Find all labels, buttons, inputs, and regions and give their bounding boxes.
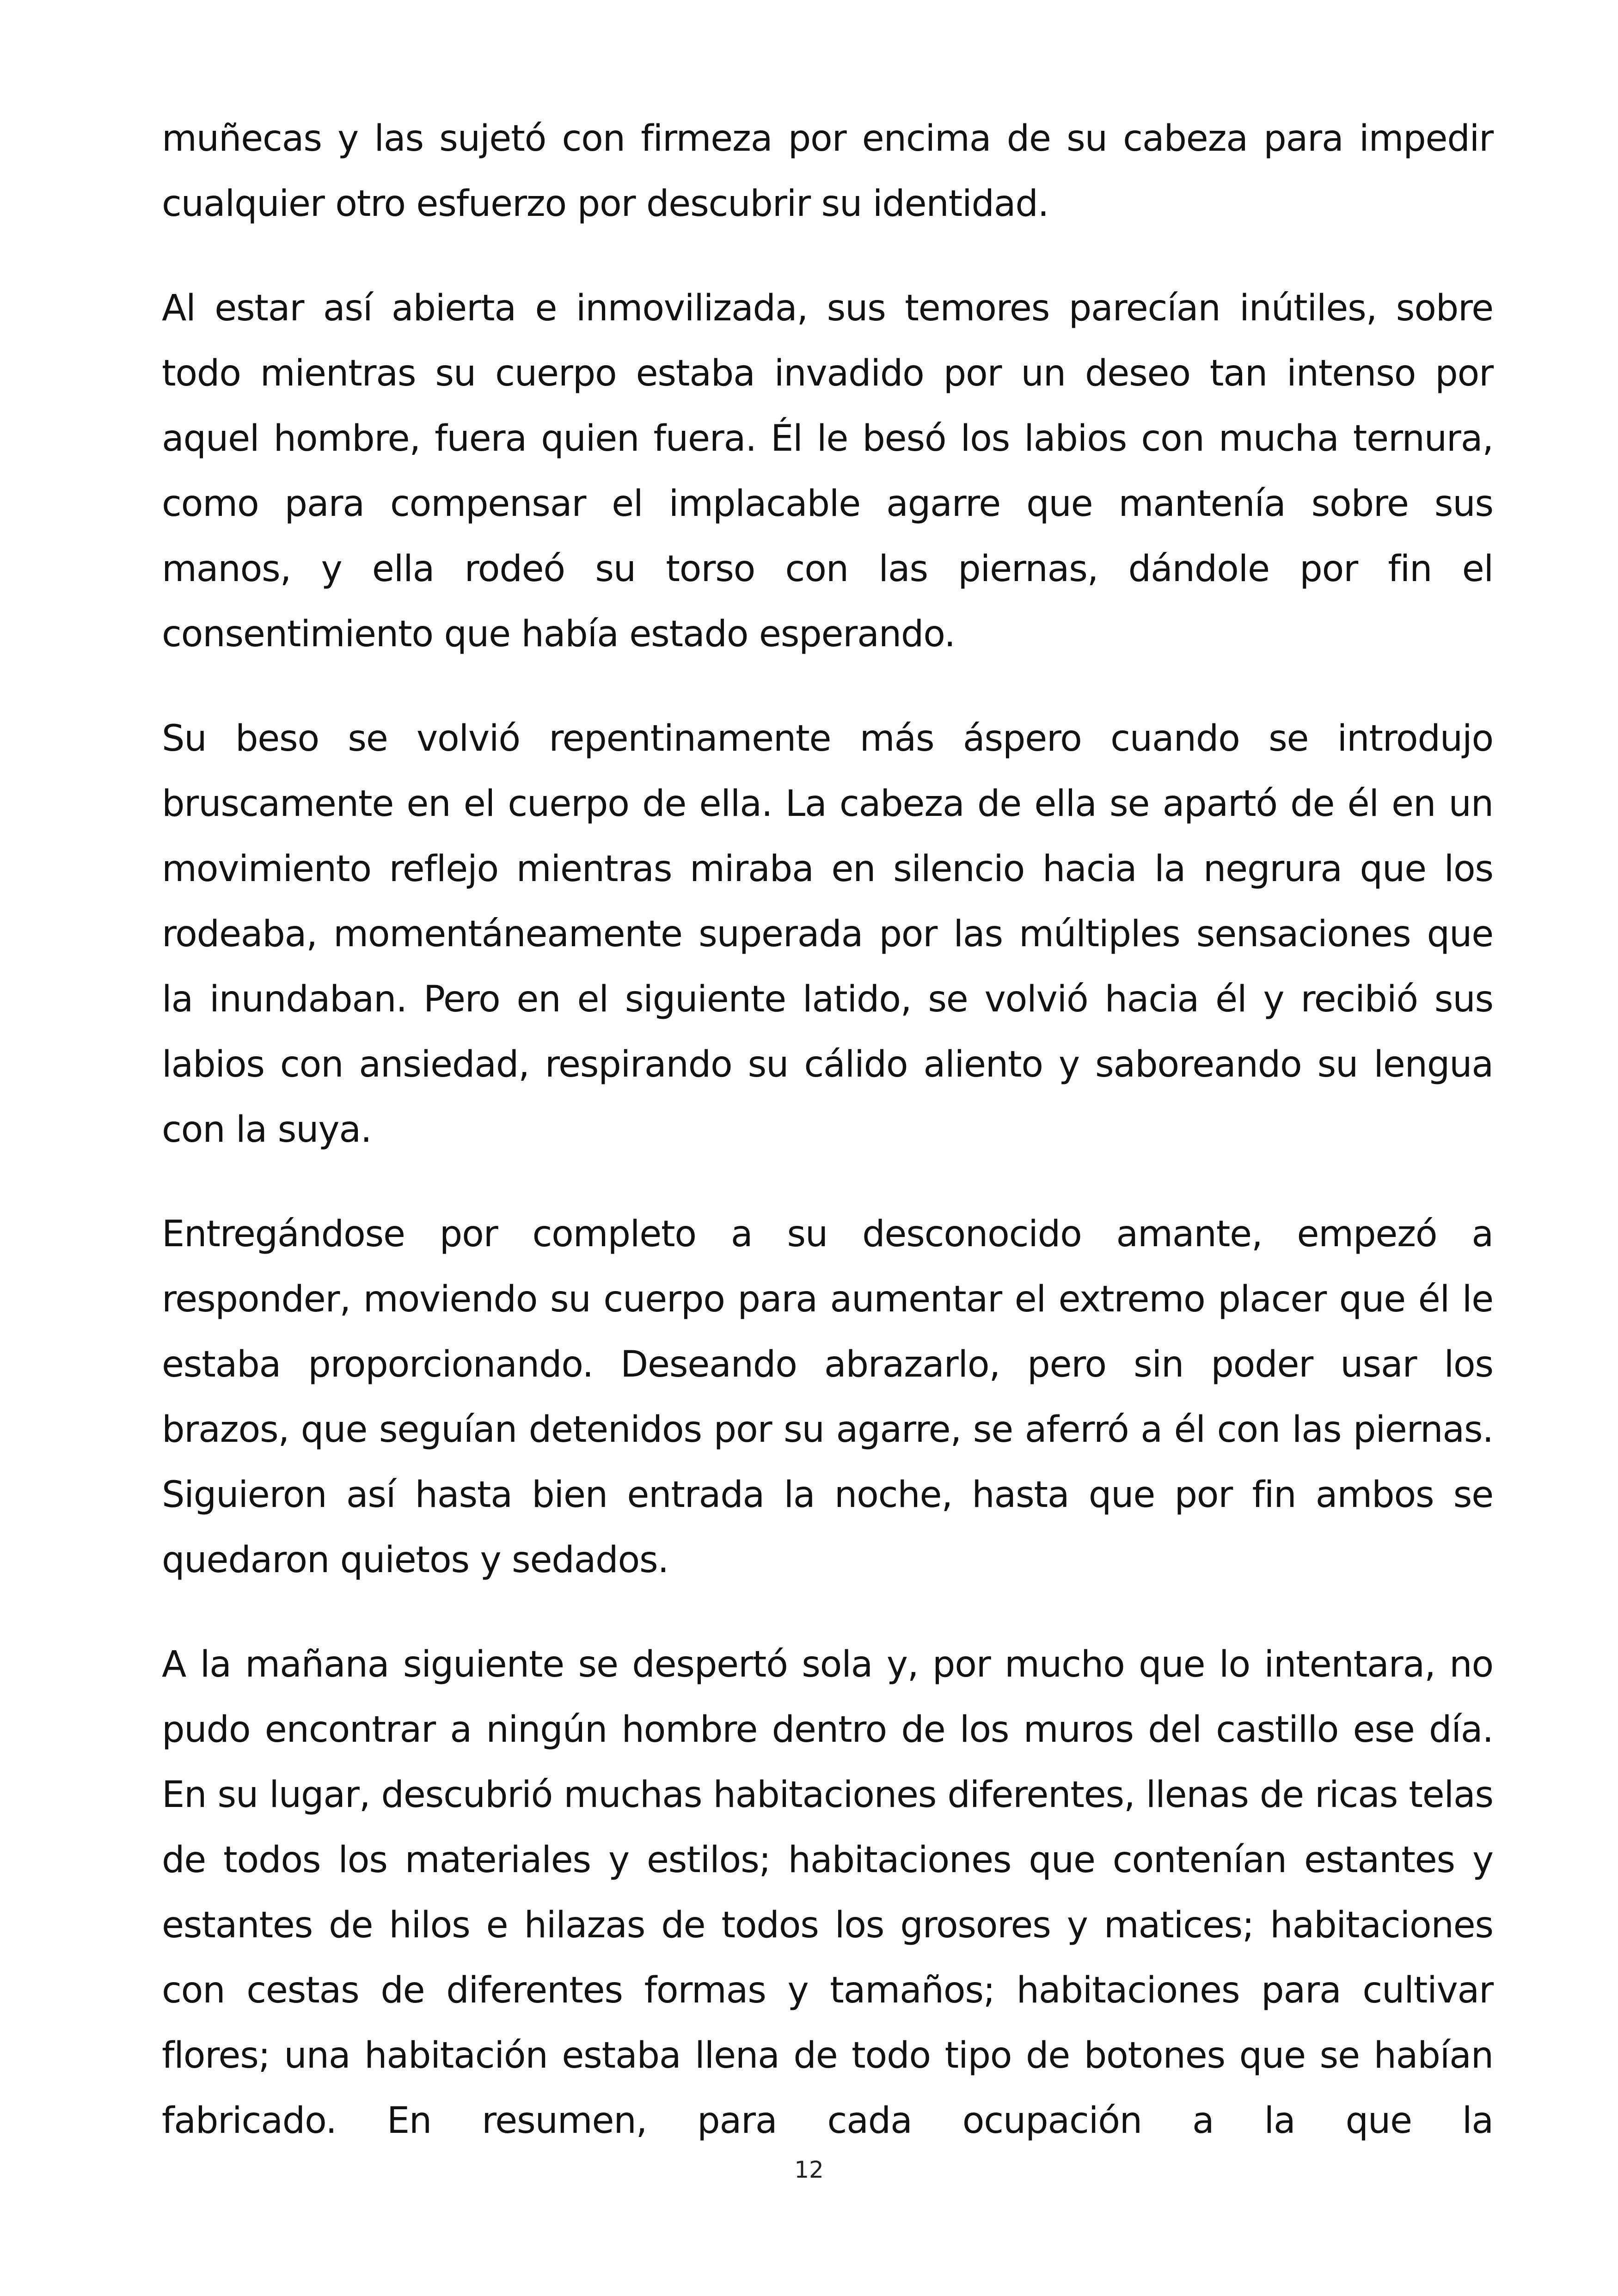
paragraph: Al estar así abierta e inmovilizada, sus temores parecían inútiles, sobre todo mientras su cuerpo estaba invadido por un deseo tan intenso por aquel hombre, fuera quien fuera. Él le besó los labios con mucha ternura, como para compensar el implacable agarre que mantenía sobre sus manos, y ella rodeó su torso con las piernas, dándole por fin el consentimiento que había estado esperando.: [162, 288, 1493, 655]
paragraph: A la mañana siguiente se despertó sola y, por mucho que lo intentara, no pudo encontrar a ningún hombre dentro de los muros del castillo ese día. En su lugar, descubrió muchas habitaciones diferentes, llenas de ricas telas de todos los materiales y estilos; habitaciones que contenían estantes y estantes de hilos e hilazas de todos los grosores y matices; habitaciones con cestas de diferentes formas y tamaños; habitaciones para cultivar flores; una habitación estaba llena de todo tipo de botones que se habían fabricado. En resumen, para cada ocupación a la que la: [162, 1644, 1493, 2142]
paragraph: Su beso se volvió repentinamente más áspero cuando se introdujo bruscamente en el cuerpo de ella. La cabeza de ella se apartó de él en un movimiento reflejo mientras miraba en silencio hacia la negrura que los rodeaba, momentáneamente superada por las múltiples sensaciones que la inundaban. Pero en el siguiente latido, se volvió hacia él y recibió sus labios con ansiedad, respirando su cálido aliento y saboreando su lengua con la suya.: [162, 718, 1493, 1151]
paragraph: Entregándose por completo a su desconocido amante, empezó a responder, moviendo su cuerpo para aumentar el extremo placer que él le estaba proporcionando. Deseando abrazarlo, pero sin poder usar los brazos, que seguían detenidos por su agarre, se aferró a él con las piernas. Siguieron así hasta bien entrada la noche, hasta que por fin ambos se quedaron quietos y sedados.: [162, 1213, 1493, 1581]
paragraph: muñecas y las sujetó con firmeza por encima de su cabeza para impedir cualquier otro esfuerzo por descubrir su identidad.: [162, 118, 1493, 225]
page-body: [162, 106, 1493, 2193]
page-number: 12: [794, 2156, 824, 2183]
